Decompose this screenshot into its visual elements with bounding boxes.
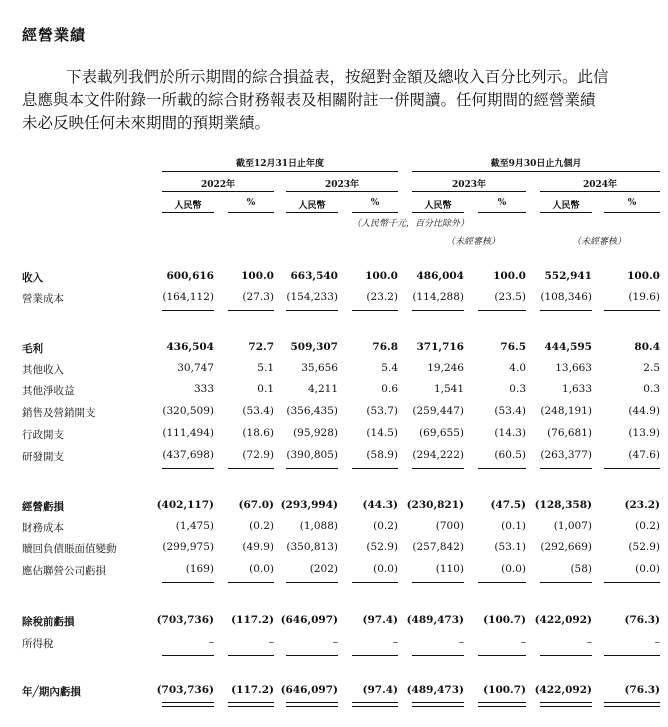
subtotal-rule (478, 468, 526, 469)
subtotal-rule (540, 655, 592, 656)
unit-label: % (497, 198, 507, 208)
row-label: 行政開支 (22, 429, 64, 441)
table-cell: (202) (309, 563, 338, 575)
subtotal-rule (604, 655, 660, 656)
table-cell: – (268, 636, 274, 648)
header-rule (286, 212, 338, 213)
year-header: 2023年 (451, 180, 487, 190)
subtotal-rule (604, 582, 660, 583)
table-cell: – (332, 636, 338, 648)
subtotal-rule (540, 310, 592, 311)
table-cell: 1,541 (433, 383, 464, 395)
table-cell: (0.1) (501, 520, 526, 532)
table-cell: (422,092) (534, 684, 592, 696)
subtotal-rule (228, 468, 274, 469)
row-label: 收入 (22, 272, 43, 284)
table-cell: 0.6 (381, 383, 398, 395)
row-label: 其他收入 (22, 364, 64, 376)
year-header: 2023年 (324, 180, 360, 190)
unit-label: % (370, 198, 380, 208)
table-cell: 5.1 (257, 362, 274, 374)
table-cell: (47.6) (628, 449, 660, 461)
unit-note: （人民幣千元，百分比除外） (352, 219, 470, 229)
table-cell: (402,117) (156, 499, 214, 511)
table-cell: (95,928) (293, 427, 338, 439)
header-rule (412, 171, 660, 172)
table-cell: (350,813) (286, 541, 338, 553)
table-row (0, 614, 668, 630)
header-rule (228, 212, 274, 213)
table-cell: (53.7) (366, 405, 398, 417)
unaudited-note: （未經審核） (572, 237, 627, 247)
header-rule (162, 191, 274, 192)
total-double-rule (286, 702, 338, 707)
table-cell: – (586, 636, 592, 648)
table-cell: (230,821) (406, 499, 464, 511)
table-cell: (76.3) (624, 614, 660, 626)
intro-line: 息應與本文件附錄一所載的綜合財務報表及相關附註一併閱讀。任何期間的經營業績 (22, 91, 596, 109)
table-cell: (646,097) (280, 684, 338, 696)
table-cell: (97.4) (362, 684, 398, 696)
table-row (0, 541, 668, 557)
table-cell: (299,975) (162, 541, 214, 553)
table-cell: (164,112) (162, 291, 214, 303)
table-cell: (437,698) (162, 449, 214, 461)
row-label: 應佔聯營公司虧損 (22, 565, 106, 577)
table-cell: (292,669) (540, 541, 592, 553)
total-double-rule (540, 702, 592, 707)
subtotal-rule (162, 310, 214, 311)
table-cell: (0.0) (373, 563, 398, 575)
header-rule (286, 191, 398, 192)
row-label: 所得稅 (22, 638, 54, 650)
table-cell: 72.7 (248, 341, 274, 353)
row-label: 年╱期內虧損 (22, 686, 81, 698)
subtotal-rule (286, 582, 338, 583)
table-cell: 5.4 (381, 362, 398, 374)
intro-line: 下表載列我們於所示期間的綜合損益表，按絕對金額及總收入百分比列示。此信 (66, 68, 609, 86)
table-cell: – (392, 636, 398, 648)
table-cell: 552,941 (544, 270, 592, 282)
subtotal-rule (478, 310, 526, 311)
table-cell: 0.3 (643, 383, 660, 395)
table-row (0, 362, 668, 378)
table-cell: 13,663 (555, 362, 592, 374)
table-cell: (0.0) (501, 563, 526, 575)
table-cell: 0.3 (509, 383, 526, 395)
table-cell: 4,211 (307, 383, 338, 395)
table-cell: (67.0) (238, 499, 274, 511)
table-cell: 0.1 (257, 383, 274, 395)
row-label: 研發開支 (22, 451, 64, 463)
table-cell: (0.0) (635, 563, 660, 575)
table-cell: – (520, 636, 526, 648)
row-label: 營業成本 (22, 293, 64, 305)
total-double-rule (228, 702, 274, 707)
table-cell: (0.0) (249, 563, 274, 575)
table-cell: (259,447) (412, 405, 464, 417)
table-cell: (44.3) (362, 499, 398, 511)
table-cell: (18.6) (242, 427, 274, 439)
table-cell: 600,616 (166, 270, 214, 282)
table-cell: (356,435) (286, 405, 338, 417)
subtotal-rule (604, 468, 660, 469)
table-cell: (489,473) (406, 614, 464, 626)
table-cell: 436,504 (166, 341, 214, 353)
header-rule (604, 212, 660, 213)
table-cell: 1,633 (561, 383, 592, 395)
table-cell: – (654, 636, 660, 648)
header-rule (352, 212, 398, 213)
subtotal-rule (352, 582, 398, 583)
subtotal-rule (412, 468, 464, 469)
table-cell: (0.2) (249, 520, 274, 532)
table-cell: (703,736) (156, 684, 214, 696)
table-cell: (14.3) (494, 427, 526, 439)
table-cell: 663,540 (290, 270, 338, 282)
subtotal-rule (412, 655, 464, 656)
table-cell: (49.9) (242, 541, 274, 553)
total-double-rule (604, 702, 660, 707)
table-cell: 371,716 (416, 341, 464, 353)
unit-label: 人民幣 (298, 201, 326, 211)
table-cell: (23.5) (494, 291, 526, 303)
table-cell: – (458, 636, 464, 648)
table-cell: (117.2) (231, 684, 274, 696)
subtotal-rule (162, 582, 214, 583)
table-cell: (53.4) (494, 405, 526, 417)
intro-paragraph (22, 66, 662, 135)
table-cell: 2.5 (643, 362, 660, 374)
table-row (0, 291, 668, 307)
table-cell: (53.1) (494, 541, 526, 553)
header-rule (162, 212, 214, 213)
subtotal-rule (604, 310, 660, 311)
table-cell: (703,736) (156, 614, 214, 626)
table-cell: (52.9) (366, 541, 398, 553)
table-cell: 444,595 (544, 341, 592, 353)
table-cell: 100.0 (241, 270, 274, 282)
table-cell: 4.0 (509, 362, 526, 374)
table-cell: (700) (435, 520, 464, 532)
subtotal-rule (286, 310, 338, 311)
unit-label: 人民幣 (174, 201, 202, 211)
table-cell: (263,377) (540, 449, 592, 461)
table-cell: (53.4) (242, 405, 274, 417)
subtotal-rule (540, 582, 592, 583)
table-cell: (0.2) (635, 520, 660, 532)
subtotal-rule (228, 310, 274, 311)
table-cell: (58.9) (366, 449, 398, 461)
table-cell: (111,494) (162, 427, 214, 439)
total-double-rule (412, 702, 464, 707)
unit-label: % (627, 198, 637, 208)
total-double-rule (352, 702, 398, 707)
table-row (0, 270, 668, 286)
intro-line: 未必反映任何未來期間的預期業績。 (22, 114, 271, 132)
row-label: 除稅前虧損 (22, 616, 75, 628)
table-row (0, 341, 668, 357)
table-cell: (0.2) (373, 520, 398, 532)
table-cell: (1,088) (299, 520, 338, 532)
unit-label: % (246, 198, 256, 208)
table-cell: – (208, 636, 214, 648)
table-row (0, 684, 668, 700)
table-cell: (248,191) (540, 405, 592, 417)
subtotal-rule (162, 468, 214, 469)
header-rule (540, 212, 592, 213)
table-cell: (97.4) (362, 614, 398, 626)
header-rule (540, 191, 660, 192)
subtotal-rule (286, 655, 338, 656)
table-cell: 19,246 (427, 362, 464, 374)
table-cell: (44.9) (628, 405, 660, 417)
subtotal-rule (412, 310, 464, 311)
section-heading: 經營業績 (22, 26, 87, 44)
table-row (0, 499, 668, 515)
table-cell: (257,842) (412, 541, 464, 553)
table-row (0, 449, 668, 465)
table-cell: (293,994) (280, 499, 338, 511)
unaudited-note: （未經審核） (446, 237, 501, 247)
table-cell: (76.3) (624, 684, 660, 696)
unit-label: 人民幣 (424, 201, 452, 211)
unit-label: 人民幣 (552, 201, 580, 211)
table-cell: 486,004 (416, 270, 464, 282)
subtotal-rule (412, 582, 464, 583)
subtotal-rule (540, 468, 592, 469)
table-cell: 76.5 (500, 341, 526, 353)
table-row (0, 563, 668, 579)
year-header: 2024年 (582, 180, 618, 190)
subtotal-rule (352, 468, 398, 469)
header-rule (478, 212, 526, 213)
subtotal-rule (352, 310, 398, 311)
table-cell: (154,233) (286, 291, 338, 303)
table-cell: (23.2) (366, 291, 398, 303)
table-cell: 30,747 (177, 362, 214, 374)
subtotal-rule (228, 655, 274, 656)
table-cell: (390,805) (286, 449, 338, 461)
table-cell: 80.4 (634, 341, 660, 353)
table-cell: (110) (435, 563, 464, 575)
row-label: 毛利 (22, 343, 43, 355)
group-header: 截至12月31日止年度 (235, 159, 325, 169)
table-cell: (114,288) (412, 291, 464, 303)
subtotal-rule (352, 655, 398, 656)
table-cell: (1,007) (553, 520, 592, 532)
table-cell: (76,681) (547, 427, 592, 439)
subtotal-rule (478, 655, 526, 656)
table-cell: (47.5) (490, 499, 526, 511)
header-rule (162, 171, 398, 172)
row-label: 銷售及營銷開支 (22, 407, 96, 419)
table-cell: (422,092) (534, 614, 592, 626)
table-cell: (27.3) (242, 291, 274, 303)
table-cell: (128,358) (534, 499, 592, 511)
row-label: 其他淨收益 (22, 385, 75, 397)
total-double-rule (162, 702, 214, 707)
table-cell: 76.8 (372, 341, 398, 353)
table-cell: 100.0 (365, 270, 398, 282)
group-header: 截至9月30日止九個月 (490, 159, 582, 169)
table-cell: (72.9) (242, 449, 274, 461)
table-cell: (60.5) (494, 449, 526, 461)
table-cell: 35,656 (301, 362, 338, 374)
subtotal-rule (162, 655, 214, 656)
table-row (0, 383, 668, 399)
table-cell: (19.6) (628, 291, 660, 303)
table-cell: (294,222) (412, 449, 464, 461)
table-cell: (13.9) (628, 427, 660, 439)
table-cell: (1,475) (175, 520, 214, 532)
table-cell: 509,307 (290, 341, 338, 353)
row-label: 經營虧損 (22, 501, 64, 513)
table-cell: 100.0 (493, 270, 526, 282)
table-cell: (646,097) (280, 614, 338, 626)
row-label: 財務成本 (22, 522, 64, 534)
subtotal-rule (228, 582, 274, 583)
table-cell: (23.2) (624, 499, 660, 511)
header-rule (412, 191, 526, 192)
table-cell: (52.9) (628, 541, 660, 553)
table-cell: (169) (185, 563, 214, 575)
table-cell: (320,509) (162, 405, 214, 417)
table-cell: (69,655) (419, 427, 464, 439)
year-header: 2022年 (200, 180, 236, 190)
header-rule (412, 212, 464, 213)
table-cell: (117.2) (231, 614, 274, 626)
table-cell: (58) (570, 563, 592, 575)
table-cell: (100.7) (483, 614, 526, 626)
table-cell: (14.5) (366, 427, 398, 439)
table-cell: 100.0 (627, 270, 660, 282)
table-row (0, 636, 668, 652)
subtotal-rule (286, 468, 338, 469)
table-cell: (108,346) (540, 291, 592, 303)
table-row (0, 427, 668, 443)
table-cell: 333 (193, 383, 214, 395)
table-row (0, 405, 668, 421)
table-cell: (100.7) (483, 684, 526, 696)
total-double-rule (478, 702, 526, 707)
subtotal-rule (478, 582, 526, 583)
table-cell: (489,473) (406, 684, 464, 696)
row-label: 贖回負債賬面值變動 (22, 543, 117, 555)
table-row (0, 520, 668, 536)
